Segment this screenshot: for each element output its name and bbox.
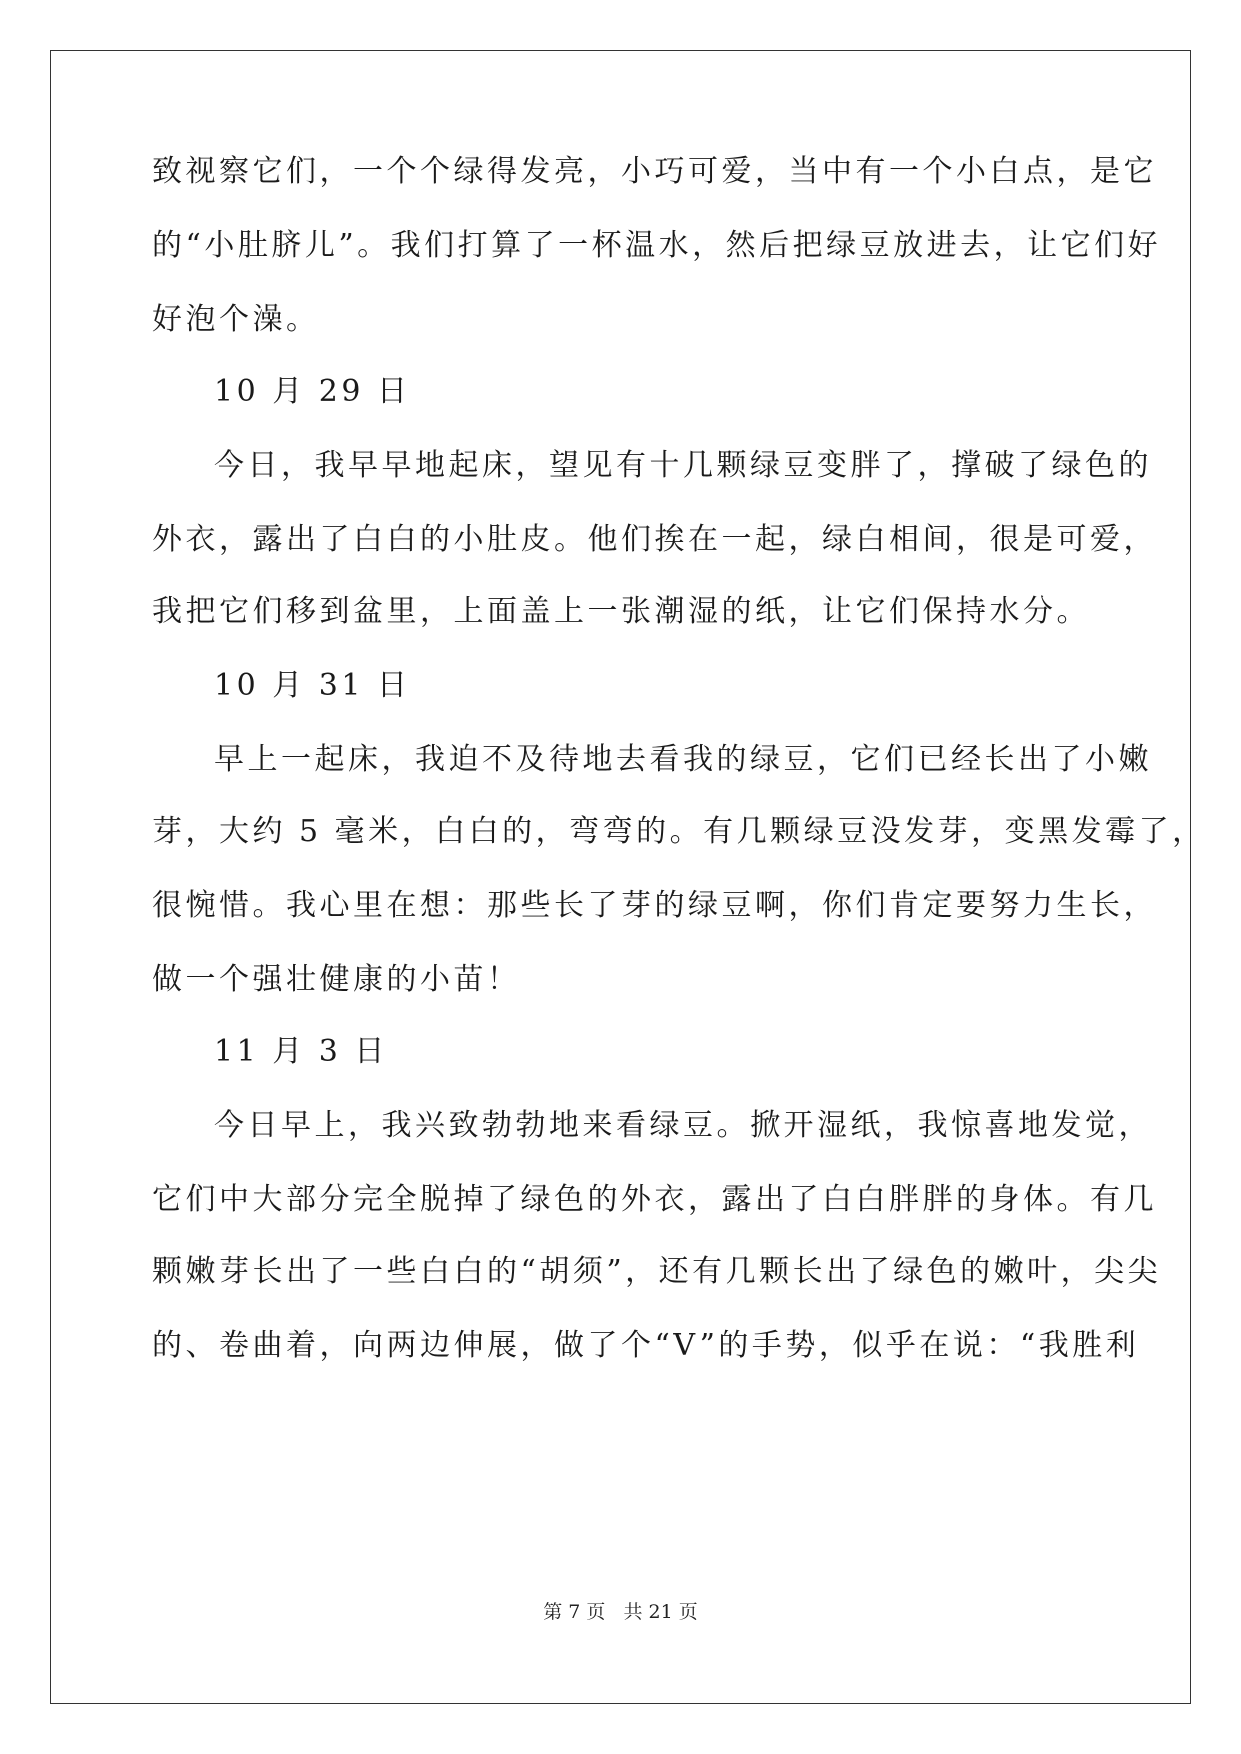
page-frame [50, 50, 1191, 1704]
page-total: 共 21 页 [623, 1601, 698, 1623]
text-line: 芽，大约 5 毫米，白白的，弯弯的。有几颗绿豆没发芽，变黑发霉了， [152, 814, 1206, 849]
text-line: 的“小肚脐儿”。我们打算了一杯温水，然后把绿豆放进去，让它们好 [152, 228, 1162, 263]
text-line: 好泡个澡。 [152, 302, 320, 337]
page-footer [0, 1600, 1241, 1624]
text-line: 外衣，露出了白白的小肚皮。他们挨在一起，绿白相间，很是可爱， [152, 522, 1157, 557]
text-line: 很惋惜。我心里在想：那些长了芽的绿豆啊，你们肯定要努力生长， [152, 888, 1157, 923]
text-line: 做一个强壮健康的小苗！ [152, 962, 521, 997]
date-heading: 10 月 29 日 [214, 374, 411, 409]
text-line: 今日，我早早地起床，望见有十几颗绿豆变胖了，撑破了绿色的 [214, 448, 1152, 483]
date-heading: 11 月 3 日 [214, 1034, 388, 1069]
date-heading: 10 月 31 日 [214, 668, 411, 703]
text-line: 早上一起床，我迫不及待地去看我的绿豆，它们已经长出了小嫩 [214, 742, 1152, 777]
text-line: 我把它们移到盆里，上面盖上一张潮湿的纸，让它们保持水分。 [152, 594, 1090, 629]
text-line: 它们中大部分完全脱掉了绿色的外衣，露出了白白胖胖的身体。有几 [152, 1182, 1157, 1217]
text-line: 的、卷曲着，向两边伸展，做了个“V”的手势，似乎在说：“我胜利 [152, 1328, 1140, 1363]
page-number: 第 7 页 [543, 1601, 606, 1623]
text-line: 颗嫩芽长出了一些白白的“胡须”，还有几颗长出了绿色的嫩叶，尖尖 [152, 1254, 1162, 1289]
text-line: 今日早上，我兴致勃勃地来看绿豆。掀开湿纸，我惊喜地发觉， [214, 1108, 1152, 1143]
text-line: 致视察它们，一个个绿得发亮，小巧可爱，当中有一个小白点，是它 [152, 154, 1157, 189]
